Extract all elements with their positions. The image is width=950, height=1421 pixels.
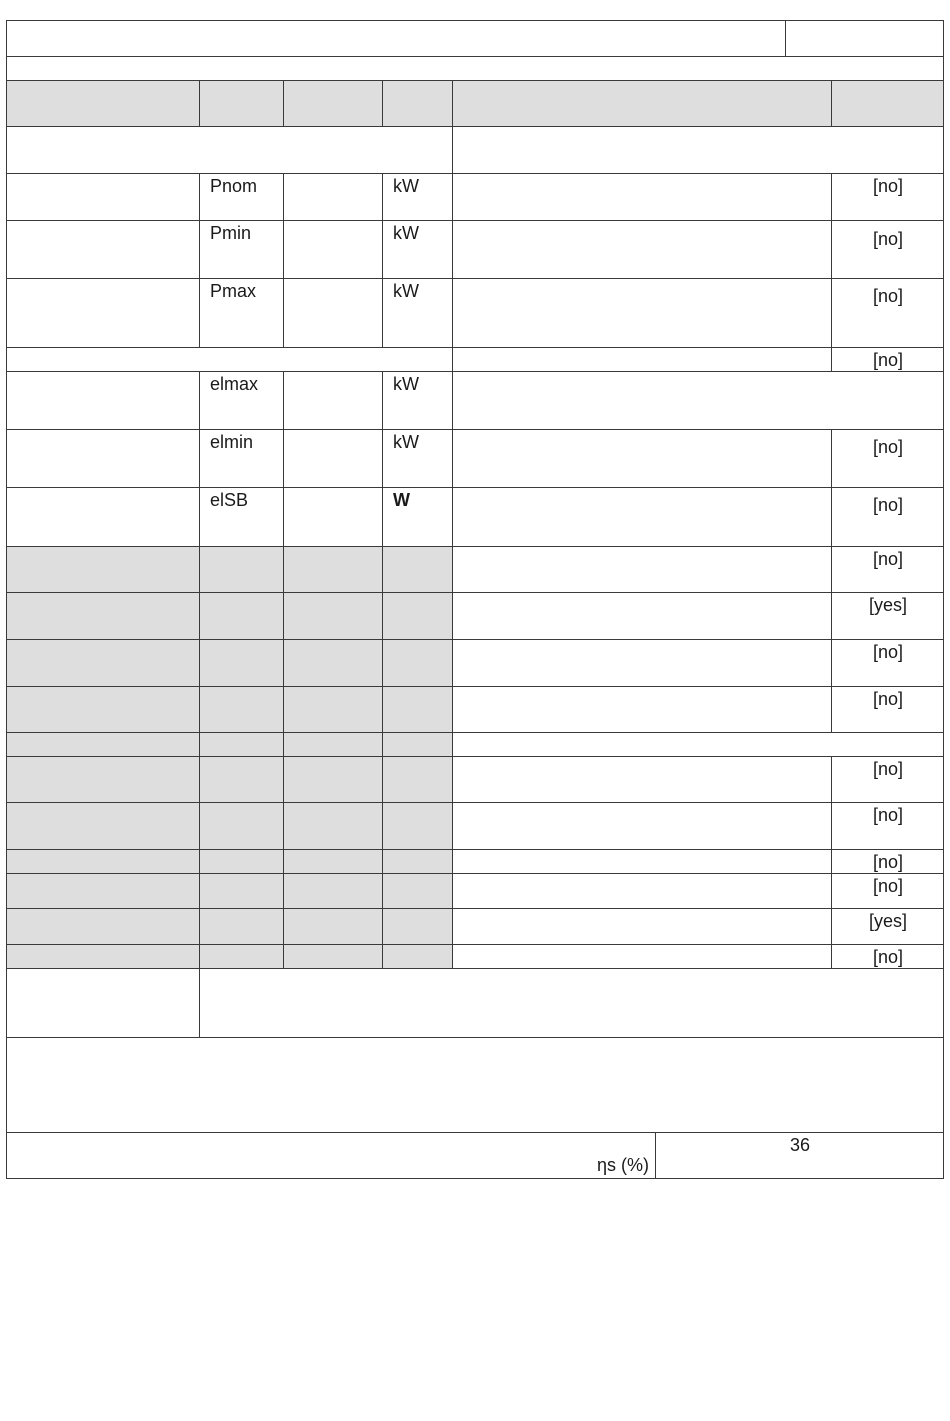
g7-unit-cell xyxy=(382,802,452,849)
g4-desc-cell xyxy=(452,686,831,732)
title-side-cell xyxy=(785,20,944,56)
pmin-unit-cell xyxy=(382,220,452,278)
notes-cell xyxy=(6,1037,944,1132)
elmax-desc-cell xyxy=(452,371,944,429)
g4-symbol-cell xyxy=(199,686,283,732)
g4-value-cell xyxy=(283,686,382,732)
g2-value-cell xyxy=(283,592,382,639)
section-left xyxy=(6,126,452,173)
g5-symbol-cell xyxy=(199,732,283,756)
g8-value-cell xyxy=(283,849,382,873)
g7-value-cell xyxy=(283,802,382,849)
g9-label-cell xyxy=(6,873,199,908)
elmin-symbol: elmin xyxy=(210,432,254,452)
g10-label-cell xyxy=(6,908,199,944)
g6-desc-cell xyxy=(452,756,831,802)
efficiency-value: 36 xyxy=(789,1135,811,1155)
elmin-desc-cell xyxy=(452,429,831,487)
g3-unit-cell xyxy=(382,639,452,686)
pmax-unit: kW xyxy=(393,281,419,301)
g11-symbol-cell xyxy=(199,944,283,968)
g1-value-cell xyxy=(283,546,382,592)
g7-flag: [no] xyxy=(872,805,904,825)
g4-flag-cell xyxy=(831,686,944,732)
efficiency-label: ηs (%) xyxy=(596,1155,649,1175)
aux-section-left xyxy=(6,347,452,371)
g1-symbol-cell xyxy=(199,546,283,592)
g9-unit-cell xyxy=(382,873,452,908)
pmin-desc-cell xyxy=(452,220,831,278)
pmax-symbol: Pmax xyxy=(210,281,257,301)
pnom-desc-cell xyxy=(452,173,831,220)
pmax-value-cell xyxy=(283,278,382,347)
contact-label-cell xyxy=(6,968,199,1037)
g8-flag: [no] xyxy=(872,852,904,872)
pmin-label-cell xyxy=(6,220,199,278)
g1-label-cell xyxy=(6,546,199,592)
elmin-unit: kW xyxy=(393,432,419,452)
elmax-symbol-cell xyxy=(199,371,283,429)
elmin-symbol-cell xyxy=(199,429,283,487)
g1-unit-cell xyxy=(382,546,452,592)
elmin-value-cell xyxy=(283,429,382,487)
g10-desc-cell xyxy=(452,908,831,944)
g6-flag-cell xyxy=(831,756,944,802)
g8-flag-cell xyxy=(831,849,944,873)
g11-unit-cell xyxy=(382,944,452,968)
g6-flag: [no] xyxy=(872,759,904,779)
g5-unit-cell xyxy=(382,732,452,756)
header-item xyxy=(6,80,199,126)
contact-details-cell xyxy=(199,968,944,1037)
pmax-label-cell xyxy=(6,278,199,347)
elsb-symbol-cell xyxy=(199,487,283,546)
header-value xyxy=(283,80,382,126)
g9-symbol-cell xyxy=(199,873,283,908)
g11-flag: [no] xyxy=(872,947,904,967)
g9-value-cell xyxy=(283,873,382,908)
g11-flag-cell xyxy=(831,944,944,968)
g2-desc-cell xyxy=(452,592,831,639)
elsb-symbol: elSB xyxy=(210,490,249,510)
g7-symbol-cell xyxy=(199,802,283,849)
aux-section-flag-cell xyxy=(831,347,944,371)
pmax-desc-cell xyxy=(452,278,831,347)
elmax-symbol: elmax xyxy=(210,374,259,394)
elmin-flag: [no] xyxy=(872,437,904,457)
g8-desc-cell xyxy=(452,849,831,873)
elmin-unit-cell xyxy=(382,429,452,487)
pmax-flag: [no] xyxy=(872,286,904,306)
g10-unit-cell xyxy=(382,908,452,944)
g1-flag: [no] xyxy=(872,549,904,569)
g11-desc-cell xyxy=(452,944,831,968)
g6-unit-cell xyxy=(382,756,452,802)
g10-flag-cell xyxy=(831,908,944,944)
g10-value-cell xyxy=(283,908,382,944)
g3-symbol-cell xyxy=(199,639,283,686)
g10-symbol-cell xyxy=(199,908,283,944)
elsb-flag-cell xyxy=(831,487,944,546)
pmin-symbol: Pmin xyxy=(210,223,252,243)
g8-unit-cell xyxy=(382,849,452,873)
elsb-unit: W xyxy=(393,490,410,510)
g3-flag: [no] xyxy=(872,642,904,662)
g6-symbol-cell xyxy=(199,756,283,802)
g3-desc-cell xyxy=(452,639,831,686)
pmin-flag-cell xyxy=(831,220,944,278)
pmin-value-cell xyxy=(283,220,382,278)
header-flag xyxy=(831,80,944,126)
pnom-flag-cell xyxy=(831,173,944,220)
efficiency-label-cell xyxy=(6,1132,655,1179)
elmin-flag-cell xyxy=(831,429,944,487)
header-unit xyxy=(382,80,452,126)
g2-symbol-cell xyxy=(199,592,283,639)
g9-flag: [no] xyxy=(872,876,904,896)
pnom-label-cell xyxy=(6,173,199,220)
g6-value-cell xyxy=(283,756,382,802)
g2-flag: [yes] xyxy=(868,595,907,615)
title-cell xyxy=(6,20,785,56)
g3-flag-cell xyxy=(831,639,944,686)
header-description xyxy=(452,80,831,126)
g1-flag-cell xyxy=(831,546,944,592)
g7-flag-cell xyxy=(831,802,944,849)
g3-label-cell xyxy=(6,639,199,686)
efficiency-value-cell xyxy=(655,1132,944,1179)
g2-flag-cell xyxy=(831,592,944,639)
pmax-symbol-cell xyxy=(199,278,283,347)
elmax-unit: kW xyxy=(393,374,419,394)
pnom-unit: kW xyxy=(393,176,419,196)
g9-desc-cell xyxy=(452,873,831,908)
g1-desc-cell xyxy=(452,546,831,592)
pmax-unit-cell xyxy=(382,278,452,347)
pnom-value-cell xyxy=(283,173,382,220)
g4-label-cell xyxy=(6,686,199,732)
g2-unit-cell xyxy=(382,592,452,639)
g4-unit-cell xyxy=(382,686,452,732)
g8-label-cell xyxy=(6,849,199,873)
g11-value-cell xyxy=(283,944,382,968)
pmin-symbol-cell xyxy=(199,220,283,278)
g2-label-cell xyxy=(6,592,199,639)
g7-desc-cell xyxy=(452,802,831,849)
elmax-value-cell xyxy=(283,371,382,429)
elsb-value-cell xyxy=(283,487,382,546)
product-information-sheet xyxy=(6,20,944,1179)
g7-label-cell xyxy=(6,802,199,849)
g3-value-cell xyxy=(283,639,382,686)
g8-symbol-cell xyxy=(199,849,283,873)
pmin-unit: kW xyxy=(393,223,419,243)
subtitle-cell xyxy=(6,56,944,80)
g10-flag: [yes] xyxy=(868,911,907,931)
g11-label-cell xyxy=(6,944,199,968)
elsb-label-cell xyxy=(6,487,199,546)
aux-section-flag: [no] xyxy=(872,350,904,370)
g4-flag: [no] xyxy=(872,689,904,709)
g5-value-cell xyxy=(283,732,382,756)
g5-label-cell xyxy=(6,732,199,756)
elsb-desc-cell xyxy=(452,487,831,546)
elmin-label-cell xyxy=(6,429,199,487)
elmax-label-cell xyxy=(6,371,199,429)
pmin-flag: [no] xyxy=(872,229,904,249)
pnom-unit-cell xyxy=(382,173,452,220)
aux-section-desc xyxy=(452,347,831,371)
elsb-unit-cell xyxy=(382,487,452,546)
section-right xyxy=(452,126,944,173)
g6-label-cell xyxy=(6,756,199,802)
g5-desc-cell xyxy=(452,732,944,756)
pmax-flag-cell xyxy=(831,278,944,347)
elmax-unit-cell xyxy=(382,371,452,429)
pnom-flag: [no] xyxy=(872,176,904,196)
elsb-flag: [no] xyxy=(872,495,904,515)
pnom-symbol-cell xyxy=(199,173,283,220)
pnom-symbol: Pnom xyxy=(210,176,258,196)
header-symbol xyxy=(199,80,283,126)
g9-flag-cell xyxy=(831,873,944,908)
